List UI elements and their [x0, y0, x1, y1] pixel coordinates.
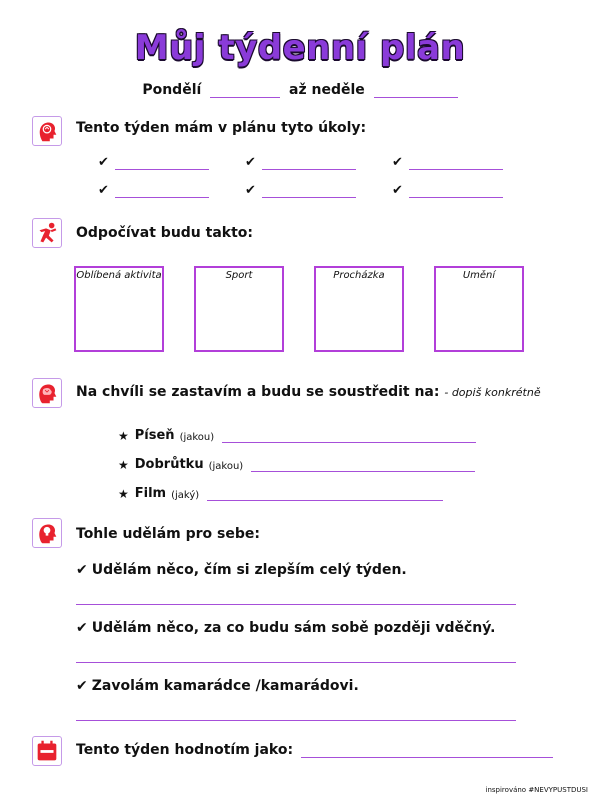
self-answer-line-1[interactable]: [76, 603, 516, 605]
start-date-field[interactable]: [210, 83, 280, 98]
self-item-text: Zavolám kamarádce /kamarádovi.: [91, 678, 359, 694]
focus-item-hint: (jakou): [179, 432, 215, 443]
focus-item-label: Píseň: [134, 428, 175, 443]
focus-item-label: Film: [134, 486, 167, 501]
focus-note: - dopiš konkrétně: [444, 386, 541, 399]
rating-field[interactable]: [301, 745, 553, 758]
task-row2-col2[interactable]: [245, 184, 356, 198]
check-icon: ✔: [245, 183, 256, 198]
sport-figure-icon: [32, 218, 62, 248]
footer-credit: inspirováno #NEVYPUSTDUSI: [485, 786, 588, 794]
self-answer-line-2[interactable]: [76, 661, 516, 663]
focus-item-hint: (jaký): [171, 490, 200, 501]
song-field[interactable]: [222, 430, 476, 443]
lightbulb-head-icon: [32, 518, 62, 548]
focus-heading-text: Na chvíli se zastavím a budu se soustředit na:: [76, 384, 440, 400]
end-day-label: až neděle: [289, 82, 365, 98]
check-icon: ✔: [76, 678, 88, 694]
end-date-field[interactable]: [374, 83, 458, 98]
self-item-grateful: [76, 620, 495, 636]
rest-box-label: Umění: [462, 270, 496, 281]
focus-item-hint: (jakou): [208, 461, 244, 472]
task-row1-col2[interactable]: [245, 156, 356, 170]
check-icon: ✔: [76, 620, 88, 636]
check-icon: ✔: [98, 183, 109, 198]
self-item-call-friend: [76, 678, 359, 694]
check-icon: ✔: [245, 155, 256, 170]
self-item-text: Udělám něco, za co budu sám sobě později vděčný.: [91, 620, 496, 636]
focus-item-film: [118, 486, 443, 501]
check-icon: ✔: [98, 155, 109, 170]
start-day-label: Pondělí: [142, 82, 202, 98]
check-icon: ✔: [76, 562, 88, 578]
task-row1-col3[interactable]: [392, 156, 503, 170]
star-icon: ★: [118, 458, 129, 472]
treat-field[interactable]: [251, 459, 475, 472]
task-row2-col3[interactable]: [392, 184, 503, 198]
rest-box-label: Procházka: [333, 270, 385, 281]
rest-box-art[interactable]: [434, 266, 524, 352]
rest-box-sport[interactable]: [194, 266, 284, 352]
calendar-icon: [32, 736, 62, 766]
mind-head-icon: [32, 378, 62, 408]
self-item-improve-week: [76, 562, 407, 578]
self-heading: Tohle udělám pro sebe:: [76, 526, 260, 542]
rest-box-favorite-activity[interactable]: [74, 266, 164, 352]
focus-item-treat: [118, 457, 475, 472]
film-field[interactable]: [207, 488, 443, 501]
rest-box-label: Sport: [225, 270, 253, 281]
date-range: [0, 82, 600, 98]
check-icon: ✔: [392, 183, 403, 198]
brain-head-icon: [32, 116, 62, 146]
tasks-heading: Tento týden mám v plánu tyto úkoly:: [76, 120, 367, 136]
task-row1-col1[interactable]: [98, 156, 209, 170]
star-icon: ★: [118, 487, 129, 501]
self-item-text: Udělám něco, čím si zlepším celý týden.: [91, 562, 407, 578]
self-answer-line-3[interactable]: [76, 719, 516, 721]
rating-heading: Tento týden hodnotím jako:: [76, 742, 294, 758]
rest-box-label: Oblíbená aktivita: [76, 270, 162, 281]
rest-box-walk[interactable]: [314, 266, 404, 352]
focus-item-label: Dobrůtku: [134, 457, 204, 472]
rest-heading: Odpočívat budu takto:: [76, 225, 254, 241]
task-row2-col1[interactable]: [98, 184, 209, 198]
focus-heading: [76, 384, 541, 400]
star-icon: ★: [118, 429, 129, 443]
check-icon: ✔: [392, 155, 403, 170]
rating-row: [76, 742, 553, 758]
page-title: Můj týdenní plán: [134, 28, 466, 68]
focus-item-song: [118, 428, 476, 443]
